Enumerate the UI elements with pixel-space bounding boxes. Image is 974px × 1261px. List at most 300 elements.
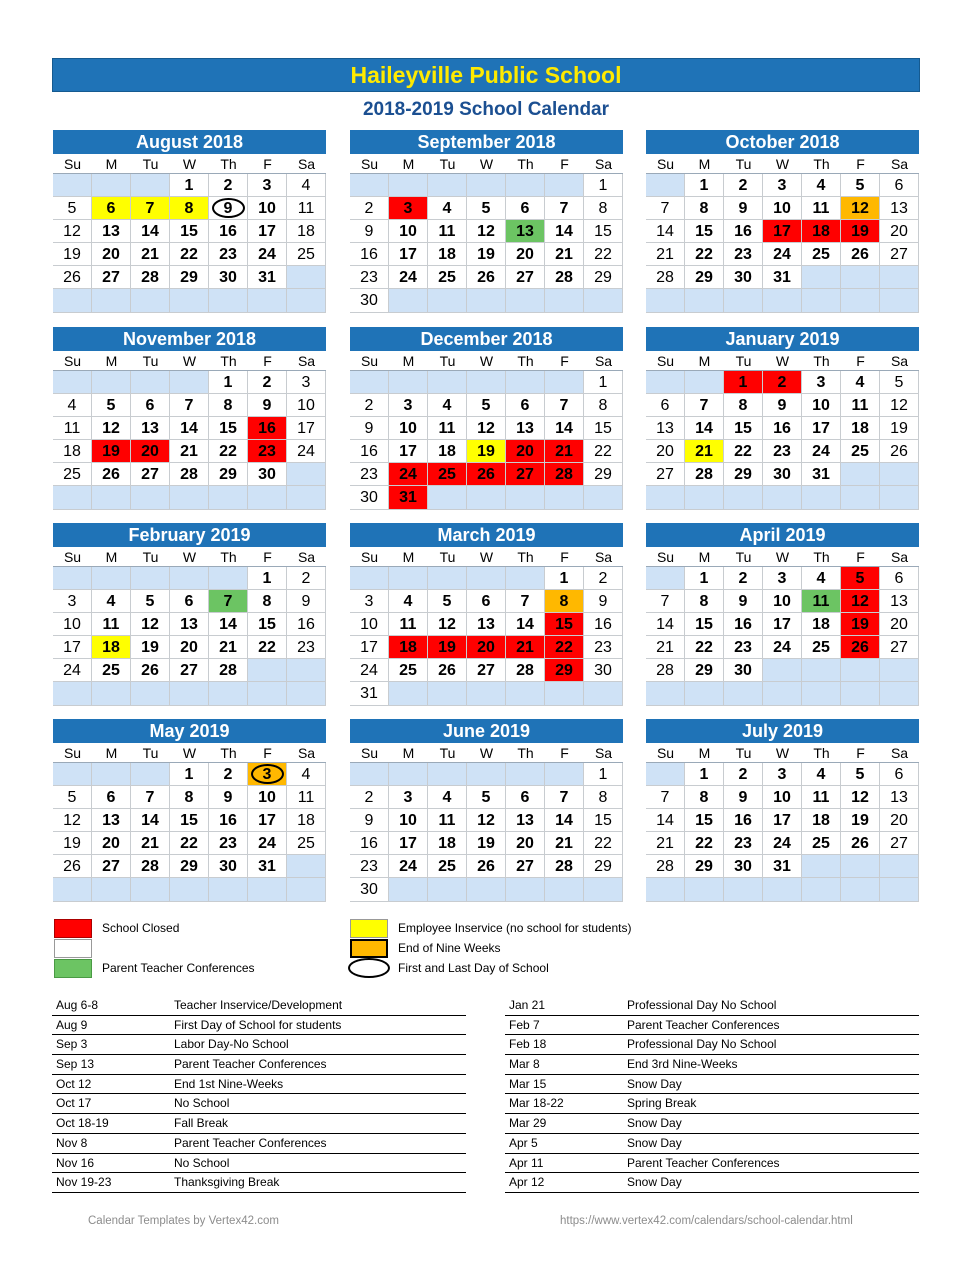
empty-day-cell (53, 174, 92, 197)
day-cell (209, 394, 248, 417)
day-cell (350, 786, 389, 809)
day-cell (763, 809, 802, 832)
day-cell (467, 220, 506, 243)
empty-day-cell (389, 174, 428, 197)
day-cell (209, 440, 248, 463)
day-cell (763, 394, 802, 417)
weekday-header: Su (646, 743, 685, 763)
legend-first-last-label: First and Last Day of School (398, 961, 549, 975)
day-cell (53, 266, 92, 289)
event-row (505, 1154, 919, 1174)
empty-day-cell (467, 763, 506, 786)
day-number: 25 (399, 662, 417, 680)
day-cell (92, 266, 131, 289)
month-grid (53, 743, 326, 902)
day-number: 12 (438, 616, 456, 634)
empty-day-cell (545, 174, 584, 197)
day-number: 23 (734, 835, 752, 853)
day-cell (428, 613, 467, 636)
weekday-header: W (170, 547, 209, 567)
day-cell (131, 786, 170, 809)
day-number: 6 (520, 789, 530, 807)
day-number: 4 (816, 766, 826, 783)
day-number: 27 (102, 858, 120, 876)
day-number: 28 (555, 466, 573, 484)
empty-day-cell (170, 878, 209, 901)
weekday-header: Th (506, 154, 545, 174)
day-number: 3 (67, 593, 77, 611)
event-description: End 1st Nine-Weeks (174, 1076, 284, 1091)
day-cell (763, 855, 802, 878)
day-cell (763, 590, 802, 613)
day-cell (802, 832, 841, 855)
day-number: 15 (695, 616, 713, 634)
day-cell (131, 832, 170, 855)
day-number: 1 (262, 570, 272, 587)
day-number: 8 (559, 593, 569, 611)
day-cell (248, 394, 287, 417)
event-date: Mar 8 (509, 1057, 540, 1072)
day-cell (389, 809, 428, 832)
weekday-header: Tu (724, 351, 763, 371)
day-number: 13 (516, 420, 534, 438)
empty-day-cell (53, 763, 92, 786)
day-number: 2 (777, 374, 787, 391)
day-cell (584, 567, 623, 590)
day-cell (350, 613, 389, 636)
day-number: 3 (777, 570, 787, 587)
weekday-header: Tu (428, 743, 467, 763)
day-cell (841, 417, 880, 440)
month-grid (53, 154, 326, 313)
day-cell (724, 786, 763, 809)
day-number: 21 (555, 246, 573, 264)
day-number: 4 (106, 593, 116, 611)
weekday-header: F (248, 743, 287, 763)
empty-day-cell (53, 486, 92, 509)
day-cell (209, 417, 248, 440)
day-cell (389, 243, 428, 266)
day-cell (53, 394, 92, 417)
day-number: 21 (656, 246, 674, 264)
day-number: 21 (695, 443, 713, 461)
month-title: June 2019 (350, 719, 623, 743)
day-cell (350, 289, 389, 312)
day-cell (92, 636, 131, 659)
empty-day-cell (685, 371, 724, 394)
day-cell (506, 832, 545, 855)
day-number: 1 (699, 570, 709, 587)
day-number: 29 (695, 269, 713, 287)
day-number: 17 (773, 812, 791, 830)
month-grid (350, 154, 623, 313)
day-cell (506, 590, 545, 613)
day-cell (389, 220, 428, 243)
empty-day-cell (248, 659, 287, 682)
weekday-header: Su (53, 743, 92, 763)
day-number: 22 (180, 246, 198, 264)
month-calendar (646, 327, 919, 510)
empty-day-cell (545, 486, 584, 509)
day-cell (209, 463, 248, 486)
day-number: 7 (660, 593, 670, 611)
day-number: 6 (520, 200, 530, 218)
day-number: 19 (851, 223, 869, 241)
day-cell (92, 855, 131, 878)
empty-day-cell (131, 682, 170, 705)
day-number: 22 (695, 835, 713, 853)
day-cell (92, 809, 131, 832)
empty-day-cell (584, 878, 623, 901)
day-number: 16 (734, 616, 752, 634)
event-description: Parent Teacher Conferences (174, 1057, 327, 1072)
day-number: 12 (102, 420, 120, 438)
day-cell (248, 636, 287, 659)
day-number: 4 (816, 177, 826, 194)
empty-day-cell (763, 682, 802, 705)
weekday-header: W (467, 743, 506, 763)
day-cell (841, 809, 880, 832)
day-number: 22 (695, 639, 713, 657)
month-grid (350, 351, 623, 510)
day-number: 24 (297, 443, 315, 461)
weekday-header: Sa (880, 547, 919, 567)
day-cell (685, 786, 724, 809)
day-number: 5 (481, 200, 491, 218)
event-date: Mar 15 (509, 1076, 547, 1091)
day-number: 17 (773, 223, 791, 241)
day-number: 30 (734, 662, 752, 680)
empty-day-cell (841, 682, 880, 705)
day-number: 25 (851, 443, 869, 461)
day-number: 14 (656, 616, 674, 634)
day-number: 29 (555, 662, 573, 680)
empty-day-cell (724, 878, 763, 901)
weekday-header: Sa (880, 154, 919, 174)
event-date: Feb 7 (509, 1017, 540, 1032)
day-cell (170, 417, 209, 440)
day-cell (646, 440, 685, 463)
day-number: 18 (438, 835, 456, 853)
events-list-left (52, 996, 466, 1193)
empty-day-cell (802, 682, 841, 705)
day-number: 26 (851, 835, 869, 853)
day-cell (545, 659, 584, 682)
day-cell (506, 809, 545, 832)
empty-day-cell (685, 682, 724, 705)
day-cell (350, 659, 389, 682)
day-number: 15 (180, 223, 198, 241)
day-number: 20 (180, 639, 198, 657)
day-cell (131, 613, 170, 636)
day-number: 2 (301, 570, 311, 587)
day-number: 30 (734, 858, 752, 876)
day-cell (131, 266, 170, 289)
day-cell (209, 371, 248, 394)
day-cell (350, 636, 389, 659)
day-cell (880, 832, 919, 855)
day-number: 12 (141, 616, 159, 634)
day-cell (584, 590, 623, 613)
day-cell (646, 220, 685, 243)
day-cell (131, 417, 170, 440)
day-number: 7 (520, 593, 530, 611)
legend-ptc-label: Parent Teacher Conferences (102, 961, 255, 975)
day-cell (763, 266, 802, 289)
event-description: Parent Teacher Conferences (174, 1135, 327, 1150)
day-number: 11 (438, 812, 456, 830)
day-number: 19 (851, 616, 869, 634)
empty-day-cell (131, 763, 170, 786)
day-cell (428, 659, 467, 682)
day-cell (170, 659, 209, 682)
day-cell (506, 855, 545, 878)
day-cell (92, 394, 131, 417)
event-description: Teacher Inservice/Development (174, 998, 343, 1012)
day-cell (428, 243, 467, 266)
day-cell (248, 417, 287, 440)
event-row (52, 1154, 466, 1174)
day-number: 21 (219, 639, 237, 657)
day-number: 25 (438, 858, 456, 876)
day-number: 28 (141, 269, 159, 287)
empty-day-cell (802, 289, 841, 312)
weekday-header: M (389, 154, 428, 174)
day-cell (841, 832, 880, 855)
day-number: 6 (894, 766, 904, 783)
empty-day-cell (92, 174, 131, 197)
weekday-header: Sa (584, 547, 623, 567)
day-number: 14 (555, 223, 573, 241)
day-cell (880, 371, 919, 394)
empty-day-cell (248, 486, 287, 509)
day-cell (841, 763, 880, 786)
empty-day-cell (287, 486, 326, 509)
day-cell (248, 197, 287, 220)
day-number: 3 (262, 766, 272, 783)
day-number: 13 (656, 420, 674, 438)
event-date: Nov 19-23 (56, 1175, 112, 1190)
empty-day-cell (428, 763, 467, 786)
empty-day-cell (506, 486, 545, 509)
empty-day-cell (389, 763, 428, 786)
day-number: 21 (141, 246, 159, 264)
day-number: 10 (773, 200, 791, 218)
empty-day-cell (506, 289, 545, 312)
day-cell (506, 394, 545, 417)
empty-day-cell (724, 682, 763, 705)
day-cell (350, 266, 389, 289)
day-number: 30 (219, 269, 237, 287)
day-cell (763, 832, 802, 855)
day-number: 2 (598, 570, 608, 587)
day-cell (802, 243, 841, 266)
month-title: April 2019 (646, 523, 919, 547)
empty-day-cell (763, 289, 802, 312)
day-number: 18 (438, 443, 456, 461)
day-cell (841, 371, 880, 394)
day-number: 6 (894, 570, 904, 587)
day-number: 14 (555, 812, 573, 830)
day-number: 24 (773, 639, 791, 657)
empty-day-cell (880, 289, 919, 312)
day-cell (841, 174, 880, 197)
weekday-header: Th (209, 743, 248, 763)
day-cell (209, 197, 248, 220)
weekday-header: F (841, 743, 880, 763)
month-title: October 2018 (646, 130, 919, 154)
day-cell (248, 809, 287, 832)
day-number: 6 (894, 177, 904, 194)
day-cell (467, 613, 506, 636)
footer-url: https://www.vertex42.com/calendars/school-calendar.html (560, 1215, 853, 1227)
day-number: 20 (890, 616, 908, 634)
month-calendar (350, 523, 623, 706)
day-number: 20 (890, 223, 908, 241)
day-number: 30 (258, 466, 276, 484)
day-number: 2 (738, 570, 748, 587)
day-cell (506, 417, 545, 440)
day-cell (92, 590, 131, 613)
day-number: 2 (223, 766, 233, 783)
event-date: Oct 17 (56, 1096, 92, 1111)
weekday-header: Su (646, 154, 685, 174)
day-cell (584, 243, 623, 266)
day-number: 5 (145, 593, 155, 611)
day-cell (248, 266, 287, 289)
empty-day-cell (428, 682, 467, 705)
empty-day-cell (131, 371, 170, 394)
day-number: 1 (598, 766, 608, 783)
day-number: 21 (180, 443, 198, 461)
day-number: 24 (773, 835, 791, 853)
month-title: May 2019 (53, 719, 326, 743)
day-cell (428, 786, 467, 809)
day-cell (467, 243, 506, 266)
day-number: 9 (364, 223, 374, 241)
day-cell (763, 567, 802, 590)
day-cell (880, 786, 919, 809)
day-cell (170, 463, 209, 486)
weekday-header: Sa (584, 154, 623, 174)
day-number: 2 (364, 397, 374, 415)
weekday-header: Sa (287, 547, 326, 567)
weekday-header: W (763, 547, 802, 567)
day-cell (724, 417, 763, 440)
day-number: 29 (594, 466, 612, 484)
day-cell (209, 832, 248, 855)
day-number: 2 (364, 789, 374, 807)
day-cell (350, 682, 389, 705)
empty-day-cell (685, 878, 724, 901)
day-number: 29 (594, 269, 612, 287)
day-number: 25 (63, 466, 81, 484)
day-cell (248, 567, 287, 590)
event-row (505, 1094, 919, 1114)
empty-day-cell (287, 682, 326, 705)
day-cell (506, 786, 545, 809)
day-number: 25 (297, 835, 315, 853)
day-number: 22 (555, 639, 573, 657)
day-number: 14 (656, 812, 674, 830)
day-number: 5 (855, 570, 865, 587)
day-number: 27 (516, 858, 534, 876)
empty-day-cell (545, 763, 584, 786)
event-description: Thanksgiving Break (174, 1175, 280, 1190)
day-number: 23 (734, 246, 752, 264)
day-number: 16 (594, 616, 612, 634)
day-number: 24 (360, 662, 378, 680)
empty-day-cell (880, 878, 919, 901)
empty-day-cell (170, 289, 209, 312)
day-number: 29 (695, 858, 713, 876)
day-number: 20 (516, 443, 534, 461)
day-number: 21 (656, 835, 674, 853)
empty-day-cell (545, 682, 584, 705)
day-cell (584, 266, 623, 289)
day-cell (248, 440, 287, 463)
day-number: 15 (594, 812, 612, 830)
day-cell (170, 855, 209, 878)
day-number: 26 (102, 466, 120, 484)
empty-day-cell (53, 878, 92, 901)
day-number: 10 (258, 789, 276, 807)
day-cell (685, 197, 724, 220)
day-cell (170, 590, 209, 613)
weekday-header: M (389, 547, 428, 567)
weekday-header: W (763, 743, 802, 763)
weekday-header: Th (209, 351, 248, 371)
day-number: 13 (102, 223, 120, 241)
day-cell (287, 786, 326, 809)
weekday-header: Su (350, 743, 389, 763)
day-cell (170, 197, 209, 220)
empty-day-cell (131, 567, 170, 590)
day-number: 19 (63, 835, 81, 853)
day-number: 2 (738, 177, 748, 194)
empty-day-cell (131, 289, 170, 312)
day-cell (209, 220, 248, 243)
empty-day-cell (170, 371, 209, 394)
event-date: Aug 6-8 (56, 998, 99, 1012)
empty-day-cell (584, 682, 623, 705)
event-date: Aug 9 (56, 1017, 88, 1032)
day-number: 7 (559, 200, 569, 218)
empty-day-cell (467, 371, 506, 394)
day-cell (646, 266, 685, 289)
day-number: 20 (890, 812, 908, 830)
empty-day-cell (646, 371, 685, 394)
month-calendar (53, 523, 326, 706)
day-cell (389, 486, 428, 509)
day-number: 27 (656, 466, 674, 484)
day-cell (248, 763, 287, 786)
day-cell (248, 855, 287, 878)
day-cell (584, 659, 623, 682)
empty-day-cell (248, 878, 287, 901)
weekday-header: F (545, 351, 584, 371)
day-number: 12 (851, 789, 869, 807)
day-number: 7 (184, 397, 194, 415)
day-cell (545, 463, 584, 486)
empty-day-cell (350, 763, 389, 786)
day-number: 14 (141, 812, 159, 830)
day-number: 9 (301, 593, 311, 611)
day-cell (685, 174, 724, 197)
empty-day-cell (170, 486, 209, 509)
day-number: 1 (699, 766, 709, 783)
day-number: 13 (477, 616, 495, 634)
